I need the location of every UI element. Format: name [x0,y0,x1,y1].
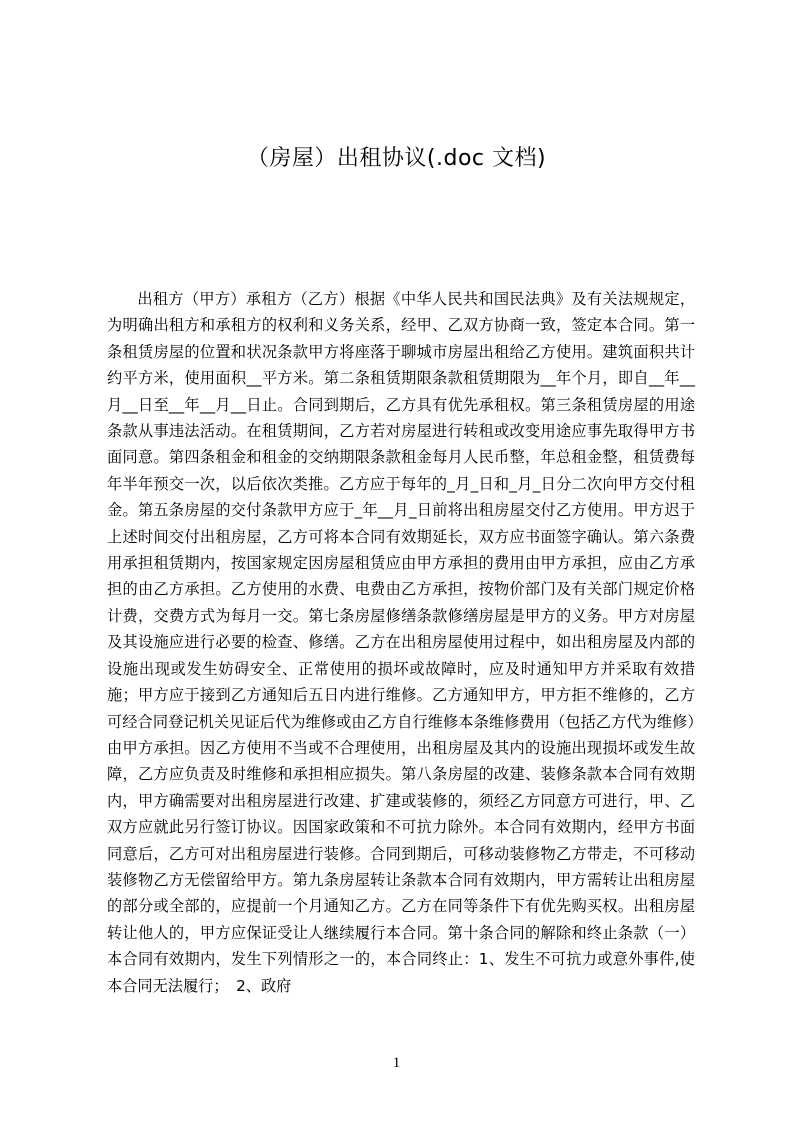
contract-body-paragraph: 出租方（甲方）承租方（乙方）根据《中华人民共和国民法典》及有关法规规定，为明确出租方和承租方的权利和义务关系，经甲、乙双方协商一致，签定本合同。第一条租赁房屋的位置和状况条款甲方将座落于聊城市房屋出租给乙方使用。建筑面积共计约平方米，使用面积__平方米。第二条租赁期限条款租赁期限为__年个月，即自__年__月__日至__年__月__日止。合同到期后，乙方具有优先承租权。第三条租赁房屋的用途条款从事违法活动。在租赁期间，乙方若对房屋进行转租或改变用途应事先取得甲方书面同意。第四条租金和租金的交纳期限条款租金每月人民币整，年总租金整，租赁费每年半年预交一次，以后依次类推。乙方应于每年的_月_日和_月_日分二次向甲方交付租金。第五条房屋的交付条款甲方应于_年__月_日前将出租房屋交付乙方使用。甲方迟于上述时间交付出租房屋，乙方可将本合同有效期延长，双方应书面签字确认。第六条费用承担租赁期内，按国家规定因房屋租赁应由甲方承担的费用由甲方承担，应由乙方承担的由乙方承担。乙方使用的水费、电费由乙方承担，按物价部门及有关部门规定价格计费，交费方式为每月一交。第七条房屋修缮条款修缮房屋是甲方的义务。甲方对房屋及其设施应进行必要的检查、修缮。乙方在出租房屋使用过程中，如出租房屋及内部的设施出现或发生妨碍安全、正常使用的损坏或故障时，应及时通知甲方并采取有效措施；甲方应于接到乙方通知后五日内进行维修。乙方通知甲方，甲方拒不维修的，乙方可经合同登记机关见证后代为维修或由乙方自行维修本条维修费用（包括乙方代为维修）由甲方承担。因乙方使用不当或不合理使用，出租房屋及其内的设施出现损坏或发生故障，乙方应负责及时维修和承担相应损失。第八条房屋的改建、装修条款本合同有效期内，甲方确需要对出租房屋进行改建、扩建或装修的，须经乙方同意方可进行，甲、乙双方应就此另行签订协议。因国家政策和不可抗力除外。本合同有效期内，经甲方书面同意后，乙方可对出租房屋进行装修。合同到期后，可移动装修物乙方带走，不可移动装修物乙方无偿留给甲方。第九条房屋转让条款本合同有效期内，甲方需转让出租房屋的部分或全部的，应提前一个月通知乙方。乙方在同等条件下有优先购买权。出租房屋转让他人的，甲方应保证受让人继续履行本合同。第十条合同的解除和终止条款（一）本合同有效期内，发生下列情形之一的，本合同终止：1、发生不可抗力或意外事件,使本合同无法履行； 2、政府 [107,290,695,995]
page-number: 1 [392,1055,401,1071]
document-title: （房屋）出租协议(.doc 文档) [246,146,547,171]
